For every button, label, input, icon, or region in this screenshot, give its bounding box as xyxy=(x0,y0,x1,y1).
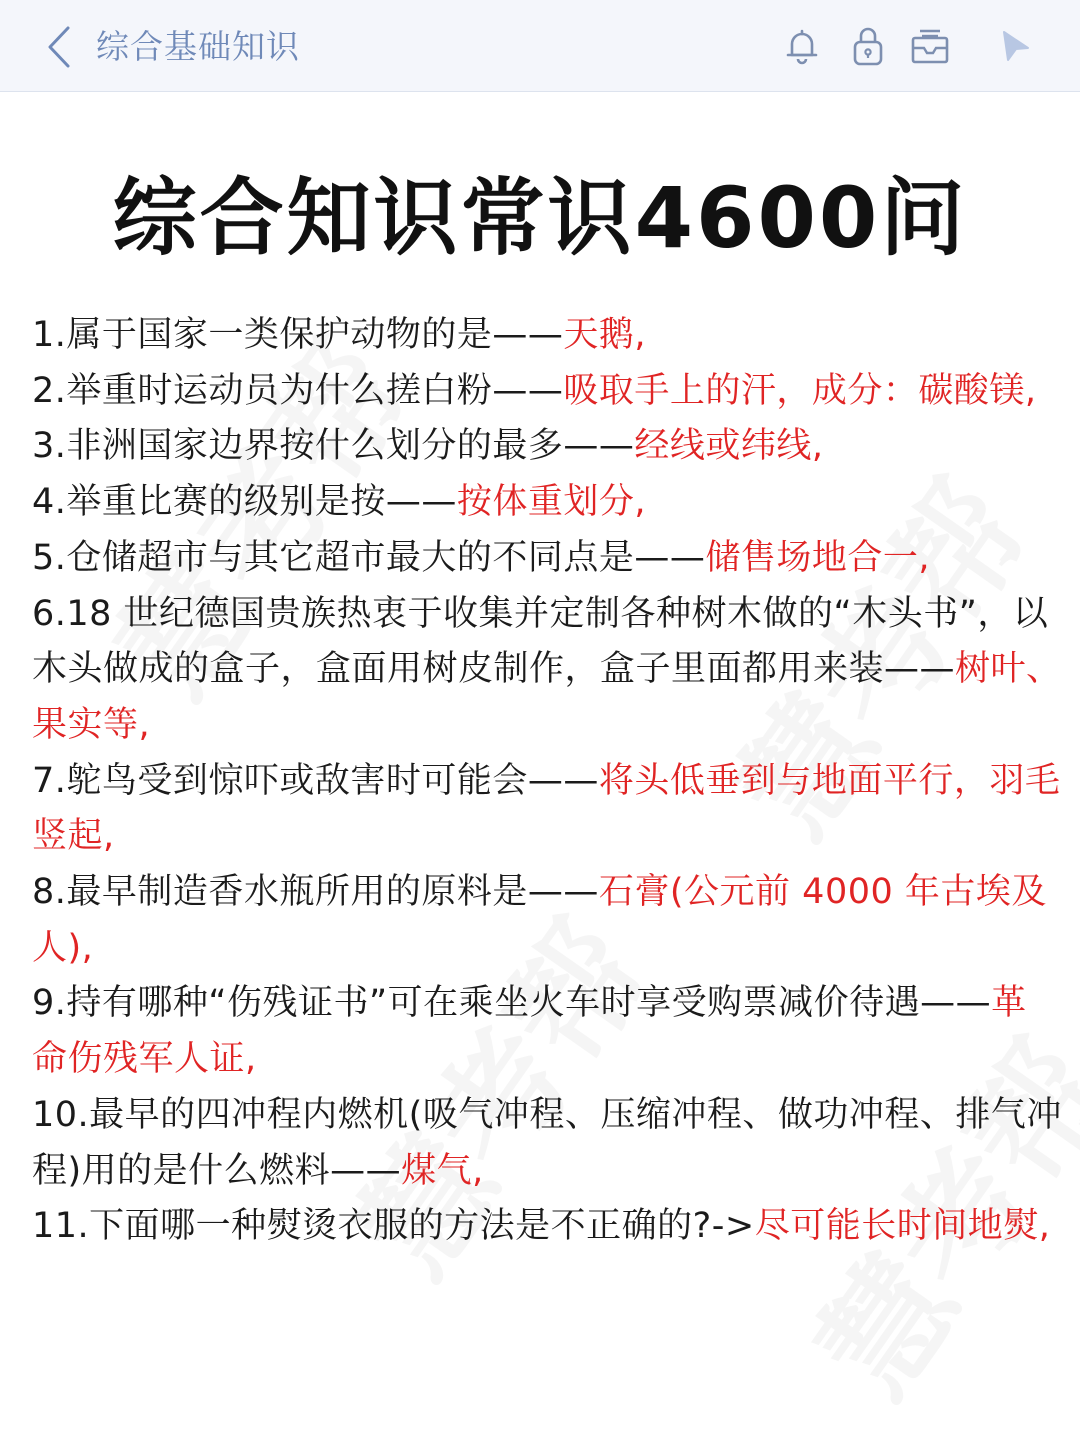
question-text: 7.鸵鸟受到惊吓或敌害时可能会—— xyxy=(32,760,599,801)
back-icon[interactable] xyxy=(44,24,80,70)
article-heading: 综合知识常识4600问 xyxy=(112,169,968,267)
top-navigation-bar xyxy=(0,0,1080,92)
question-text: 8.最早制造香水瓶所用的原料是—— xyxy=(32,872,599,913)
question-text: 1.属于国家一类保护动物的是—— xyxy=(32,315,564,355)
question-text: 11.下面哪一种熨烫衣服的方法是不正确的?-> xyxy=(32,1206,755,1247)
qa-item xyxy=(32,1199,1062,1255)
qa-item xyxy=(32,531,1062,587)
question-text: 5.仓储超市与其它超市最大的不同点是—— xyxy=(32,537,706,578)
answer-text: 天鹅, xyxy=(563,315,647,355)
answer-text: 尽可能长时间地熨, xyxy=(754,1206,1051,1247)
send-icon[interactable] xyxy=(994,24,1038,68)
answer-text: 石膏(公元前 4000 年古埃及人), xyxy=(32,872,1047,968)
qa-item xyxy=(32,308,1062,364)
answer-text: 革命伤残军人证, xyxy=(32,983,1027,1080)
qa-item xyxy=(32,754,1062,865)
question-text: 3.非洲国家边界按什么划分的最多—— xyxy=(32,426,635,467)
qa-list xyxy=(32,308,1062,1255)
qa-item xyxy=(32,419,1062,475)
page-title: 综合基础知识 xyxy=(96,27,300,66)
answer-text: 储售场地合一, xyxy=(705,537,931,578)
question-text: 9.持有哪种“伤残证书”可在乘坐火车时享受购票减价待遇—— xyxy=(32,983,992,1024)
answer-text: 经线或纬线, xyxy=(634,426,824,467)
qa-item xyxy=(32,976,1062,1087)
answer-text: 煤气, xyxy=(401,1150,484,1191)
lock-icon[interactable] xyxy=(846,24,890,68)
qa-item xyxy=(32,865,1062,976)
qa-item xyxy=(32,364,1062,420)
qa-item xyxy=(32,587,1062,754)
answer-text: 吸取手上的汗，成分：碳酸镁, xyxy=(563,370,1037,411)
qa-item xyxy=(32,1088,1062,1199)
mailbox-icon[interactable] xyxy=(908,24,952,68)
answer-text: 树叶、果实等, xyxy=(32,649,1062,745)
question-text: 10.最早的四冲程内燃机(吸气冲程、压缩冲程、做功冲程、排气冲程)用的是什么燃料—— xyxy=(32,1094,1062,1191)
question-text: 2.举重时运动员为什么搓白粉—— xyxy=(32,370,564,411)
qa-item xyxy=(32,475,1062,531)
answer-text: 将头低垂到与地面平行，羽毛竖起, xyxy=(32,760,1061,857)
question-text: 4.举重比赛的级别是按—— xyxy=(32,482,457,523)
bell-icon[interactable] xyxy=(780,24,824,68)
question-text: 6.18 世纪德国贵族热衷于收集并定制各种树木做的“木头书”，以木头做成的盒子，盒面用树皮制作，盒子里面都用来装—— xyxy=(32,593,1049,690)
answer-text: 按体重划分, xyxy=(456,482,647,523)
